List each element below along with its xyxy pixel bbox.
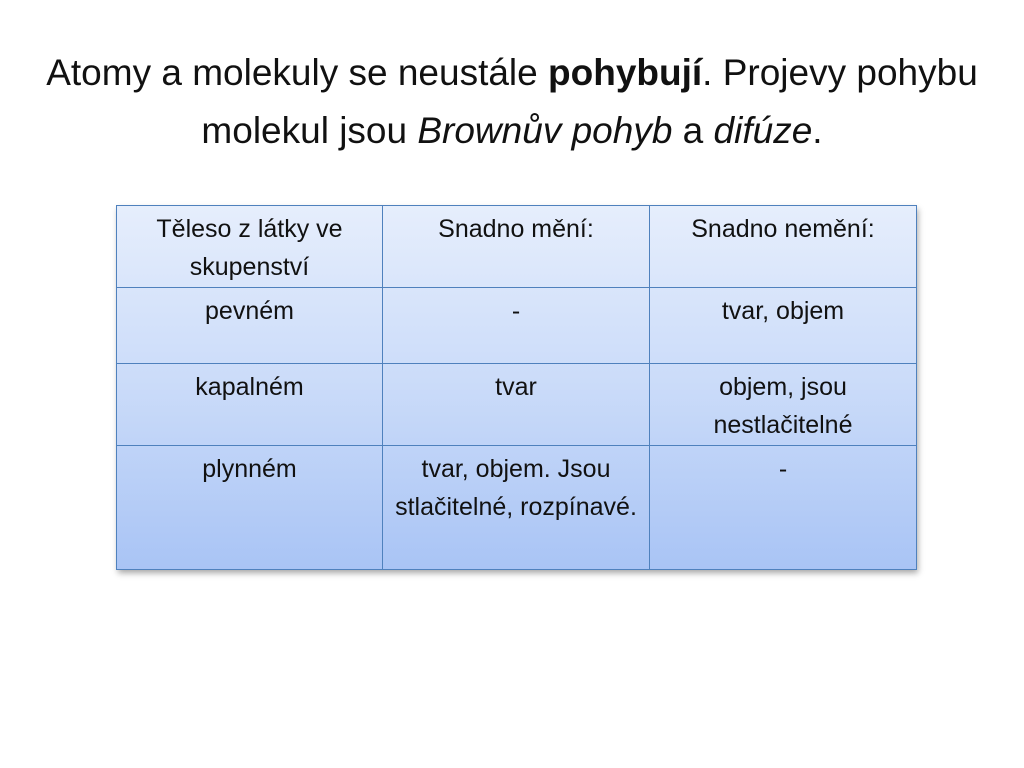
title-bold-pohybuji: pohybují xyxy=(548,52,703,93)
table-row-liquid xyxy=(117,364,917,446)
title-text-4: . xyxy=(812,110,823,151)
table-cell: tvar, objem. Jsou stlačitelné, rozpínavé. xyxy=(383,446,650,570)
table-cell: tvar, objem xyxy=(650,288,917,364)
title-text-2: . Projevy pohybu molekul jsou xyxy=(201,52,978,151)
states-table-wrapper xyxy=(116,205,916,569)
table-cell: plynném xyxy=(117,446,383,570)
table-row-solid xyxy=(117,288,917,364)
header-cell-does-not-change: Snadno nemění: xyxy=(650,206,917,288)
table-cell: pevném xyxy=(117,288,383,364)
table-cell: - xyxy=(650,446,917,570)
table-row-gas xyxy=(117,446,917,570)
table-header-row xyxy=(117,206,917,288)
table-cell: objem, jsou nestlačitelné xyxy=(650,364,917,446)
states-of-matter-table xyxy=(116,205,917,570)
table-cell: tvar xyxy=(383,364,650,446)
title-text-3: a xyxy=(672,110,714,151)
title-text-1: Atomy a molekuly se neustále xyxy=(46,52,549,93)
table-cell: kapalném xyxy=(117,364,383,446)
title-italic-difuze: difúze xyxy=(713,110,813,151)
title-italic-brownuv-pohyb: Brownův pohyb xyxy=(417,110,673,151)
header-cell-state: Těleso z látky ve skupenství xyxy=(117,206,383,288)
slide-title xyxy=(40,44,984,160)
header-cell-easily-changes: Snadno mění: xyxy=(383,206,650,288)
table-cell: - xyxy=(383,288,650,364)
